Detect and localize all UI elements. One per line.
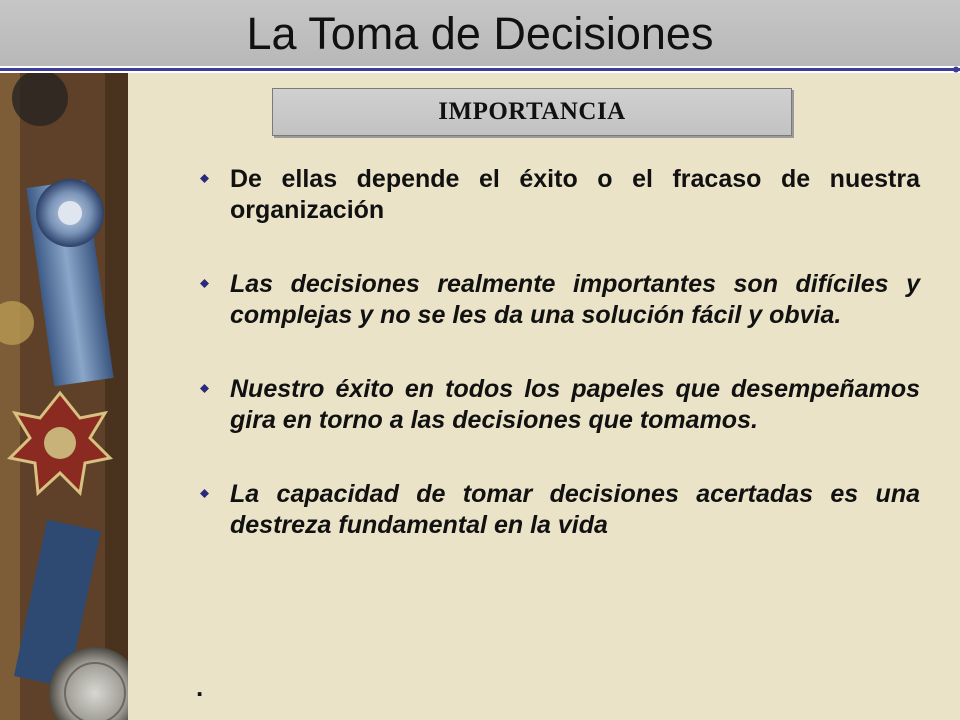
bullet-text: Nuestro éxito en todos los papeles que desempeñamos gira en torno a las decisiones que tomamos. — [230, 375, 920, 434]
bullet-item — [196, 374, 920, 436]
bullet-list — [196, 164, 920, 584]
section-heading: IMPORTANCIA — [438, 98, 626, 125]
trailing-period: . — [196, 672, 204, 702]
title-rule — [0, 66, 960, 73]
bullet-item — [196, 479, 920, 541]
bullet-item — [196, 269, 920, 331]
diamond-bullet-icon — [200, 174, 209, 183]
diamond-bullet-icon — [200, 489, 209, 498]
medals-and-compass-photo — [0, 73, 128, 720]
bullet-item — [196, 164, 920, 226]
bullet-text: Las decisiones realmente importantes son difíciles y complejas y no se les da una solución fácil y obvia. — [230, 270, 920, 329]
title-bar — [0, 0, 960, 66]
bullet-text: La capacidad de tomar decisiones acertadas es una destreza fundamental en la vida — [230, 480, 920, 539]
diamond-bullet-icon — [200, 384, 209, 393]
bullet-text: De ellas depende el éxito o el fracaso de nuestra organización — [230, 165, 920, 224]
diamond-bullet-icon — [200, 279, 209, 288]
slide-title: La Toma de Decisiones — [246, 8, 714, 59]
section-heading-box — [272, 88, 792, 136]
